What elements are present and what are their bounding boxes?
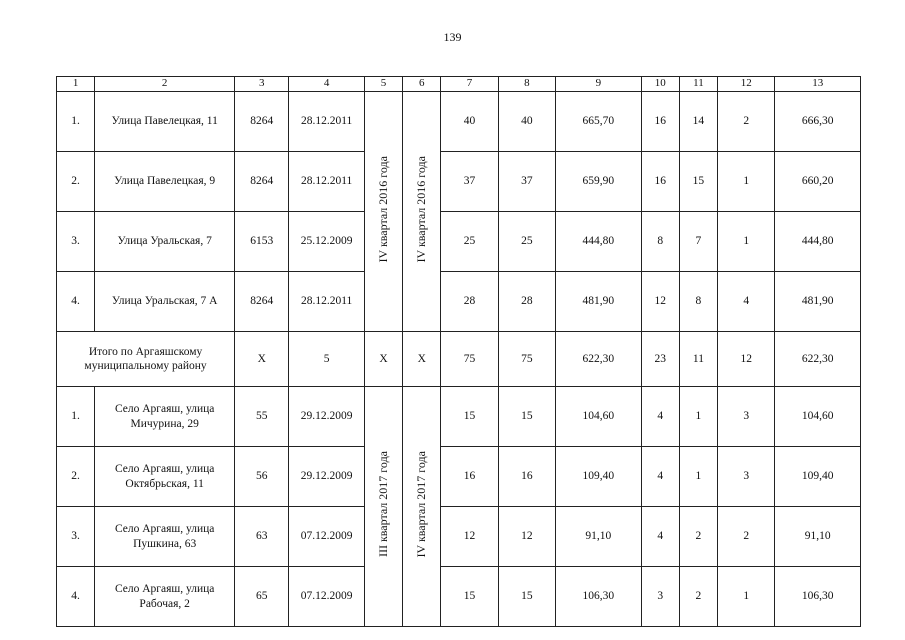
cell: X [403,332,441,387]
cell: 106,30 [775,567,861,627]
cell: 75 [441,332,498,387]
cell: 15 [679,152,717,212]
cell: 659,90 [556,152,642,212]
page-number: 139 [443,30,462,44]
cell: 12 [498,507,555,567]
cell: 8264 [235,272,289,332]
table-row [57,447,861,507]
cell: 1 [718,152,775,212]
cell: 28 [498,272,555,332]
cell: 1 [718,212,775,272]
cell: 40 [498,92,555,152]
cell: 12 [641,272,679,332]
cell: 15 [441,387,498,447]
cell: 15 [498,567,555,627]
cell: 16 [641,92,679,152]
cell: 12 [441,507,498,567]
cell: 4 [641,507,679,567]
col-header: 3 [235,77,289,92]
period-cell-col6 [403,387,441,627]
cell: 5 [289,332,364,387]
date-cell: 07.12.2009 [289,507,364,567]
address-cell: Улица Павелецкая, 11 [95,92,235,152]
total-label [57,332,235,387]
col-header: 2 [95,77,235,92]
table-row [57,272,861,332]
address-cell: Улица Уральская, 7 [95,212,235,272]
date-cell: 28.12.2011 [289,92,364,152]
table-row [57,92,861,152]
cell: 8 [679,272,717,332]
cell: 16 [441,447,498,507]
address-line: Село Аргаяш, улица [114,583,215,596]
date-cell: 29.12.2009 [289,447,364,507]
col-header: 4 [289,77,364,92]
cell: 4 [641,447,679,507]
cell: 8 [641,212,679,272]
address-line: Село Аргаяш, улица [114,463,215,476]
period-text: IV квартал 2016 года [414,156,429,263]
cell: 11 [679,332,717,387]
table-row [57,387,861,447]
cell: 8264 [235,92,289,152]
cell: 15 [441,567,498,627]
cell: 15 [498,387,555,447]
col-header: 5 [364,77,402,92]
row-number: 2. [57,152,95,212]
cell: 622,30 [775,332,861,387]
address-cell: Улица Павелецкая, 9 [95,152,235,212]
date-cell: 28.12.2011 [289,152,364,212]
column-number-row [57,77,861,92]
cell: 91,10 [775,507,861,567]
period-cell-col5 [364,387,402,627]
cell: 1 [718,567,775,627]
total-label-line: Итого по Аргаяшскому [88,345,203,358]
period-cell-col5 [364,92,402,332]
address-cell [95,507,235,567]
address-line: Село Аргаяш, улица [114,403,215,416]
col-header: 1 [57,77,95,92]
cell: 1 [679,387,717,447]
cell: 56 [235,447,289,507]
cell: 104,60 [556,387,642,447]
address-cell [95,387,235,447]
address-line: Пушкина, 63 [133,537,197,550]
cell: 481,90 [556,272,642,332]
address-cell: Улица Уральская, 7 А [95,272,235,332]
address-cell [95,567,235,627]
cell: 109,40 [775,447,861,507]
period-text: IV квартал 2016 года [376,156,390,263]
cell: 2 [718,507,775,567]
col-header: 9 [556,77,642,92]
cell: 444,80 [775,212,861,272]
cell: 2 [679,567,717,627]
cell: 37 [498,152,555,212]
cell: 8264 [235,152,289,212]
address-line: Рабочая, 2 [139,597,190,610]
row-number: 2. [57,447,95,507]
cell: 25 [441,212,498,272]
cell: 14 [679,92,717,152]
date-cell: 25.12.2009 [289,212,364,272]
col-header: 12 [718,77,775,92]
col-header: 13 [775,77,861,92]
col-header: 10 [641,77,679,92]
period-cell-col6 [403,92,441,332]
period-text: III квартал 2017 года [376,451,390,558]
cell: 1 [679,447,717,507]
cell: 2 [679,507,717,567]
cell: 4 [718,272,775,332]
cell: 3 [718,387,775,447]
col-header: 8 [498,77,555,92]
cell: 16 [498,447,555,507]
col-header: 7 [441,77,498,92]
cell: 666,30 [775,92,861,152]
cell: 3 [641,567,679,627]
cell: 444,80 [556,212,642,272]
cell: X [364,332,402,387]
cell: 16 [641,152,679,212]
cell: 2 [718,92,775,152]
cell: 106,30 [556,567,642,627]
col-header: 11 [679,77,717,92]
row-number: 4. [57,272,95,332]
row-number: 3. [57,212,95,272]
table-row [57,507,861,567]
row-number: 1. [57,387,95,447]
row-number: 4. [57,567,95,627]
address-line: Село Аргаяш, улица [114,523,215,536]
total-row [57,332,861,387]
cell: 91,10 [556,507,642,567]
cell: 3 [718,447,775,507]
row-number: 3. [57,507,95,567]
total-label-line: муниципальному району [84,360,207,372]
cell: 109,40 [556,447,642,507]
cell: 63 [235,507,289,567]
table-row [57,212,861,272]
row-number: 1. [57,92,95,152]
cell: 37 [441,152,498,212]
housing-table [56,76,861,627]
cell: 4 [641,387,679,447]
cell: 12 [718,332,775,387]
address-cell [95,447,235,507]
cell: 75 [498,332,555,387]
address-line: Мичурина, 29 [130,417,199,430]
cell: 104,60 [775,387,861,447]
cell: 7 [679,212,717,272]
table-row [57,567,861,627]
cell: X [235,332,289,387]
cell: 622,30 [556,332,642,387]
period-text: IV квартал 2017 года [414,451,429,558]
date-cell: 07.12.2009 [289,567,364,627]
cell: 6153 [235,212,289,272]
cell: 660,20 [775,152,861,212]
col-header: 6 [403,77,441,92]
date-cell: 29.12.2009 [289,387,364,447]
cell: 23 [641,332,679,387]
table-row [57,152,861,212]
cell: 665,70 [556,92,642,152]
cell: 25 [498,212,555,272]
cell: 40 [441,92,498,152]
cell: 481,90 [775,272,861,332]
cell: 65 [235,567,289,627]
date-cell: 28.12.2011 [289,272,364,332]
cell: 28 [441,272,498,332]
cell: 55 [235,387,289,447]
address-line: Октябрьская, 11 [125,477,204,490]
